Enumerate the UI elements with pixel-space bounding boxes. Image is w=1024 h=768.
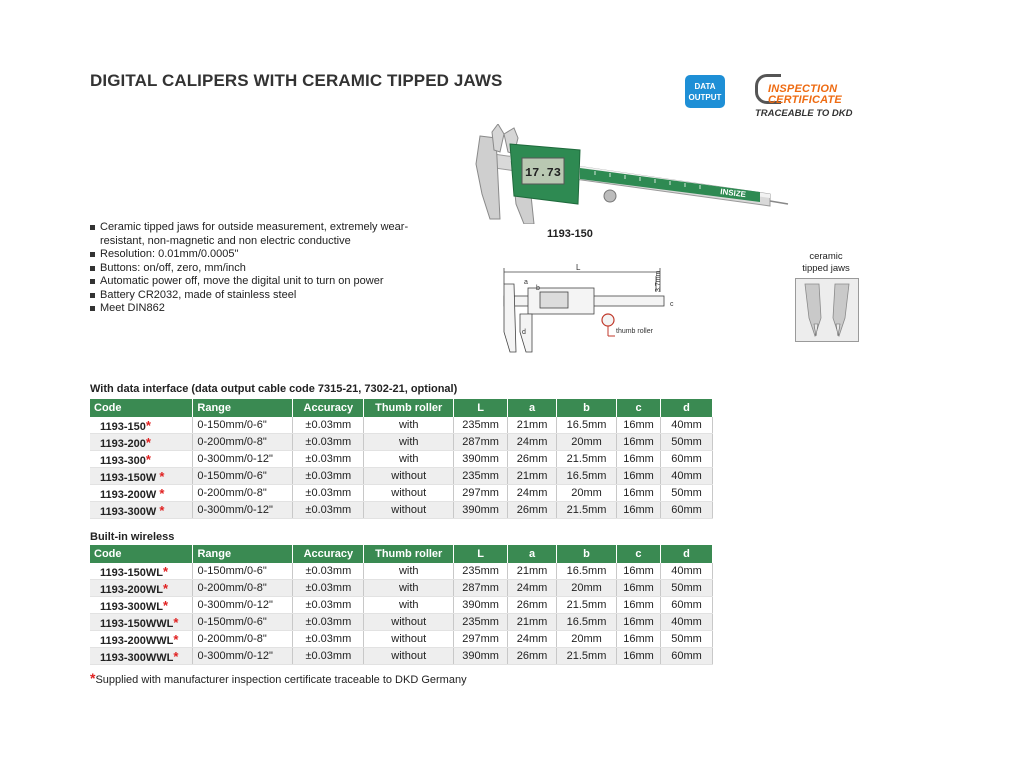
code-value: 1193-200W bbox=[100, 488, 157, 501]
table-cell: 60mm bbox=[661, 502, 713, 519]
table-cell: 287mm bbox=[454, 434, 508, 451]
table-cell: 235mm bbox=[454, 417, 508, 434]
thumb-roller-label: thumb roller bbox=[616, 328, 653, 335]
column-header: b bbox=[557, 399, 617, 417]
column-header: b bbox=[557, 545, 617, 563]
table-cell: 235mm bbox=[454, 468, 508, 485]
table-cell: with bbox=[364, 417, 454, 434]
table-cell: with bbox=[364, 563, 454, 580]
code-cell bbox=[90, 434, 193, 451]
table-header-row bbox=[90, 545, 713, 563]
table-cell: ±0.03mm bbox=[293, 451, 364, 468]
table-cell: 16.5mm bbox=[557, 614, 617, 631]
code-value: 1193-300WL bbox=[100, 600, 163, 613]
certificate-star: * bbox=[145, 434, 151, 450]
certificate-star: * bbox=[159, 485, 165, 501]
certificate-star: * bbox=[173, 648, 179, 664]
inspection-certificate-logo bbox=[755, 74, 865, 120]
table-cell: 390mm bbox=[454, 597, 508, 614]
table-cell: without bbox=[364, 631, 454, 648]
column-header: Thumb roller bbox=[364, 399, 454, 417]
table-cell: 235mm bbox=[454, 563, 508, 580]
product-model-label: 1193-150 bbox=[547, 228, 593, 240]
table-row bbox=[90, 451, 713, 468]
table-cell: 16mm bbox=[617, 631, 661, 648]
data-interface-table bbox=[90, 399, 713, 519]
code-value: 1193-150WL bbox=[100, 566, 163, 579]
diagram-thickness-label: 3.7mm bbox=[655, 270, 662, 292]
code-cell bbox=[90, 485, 193, 502]
code-value: 1193-150W bbox=[100, 471, 157, 484]
table-cell: 0-200mm/0-8" bbox=[193, 485, 293, 502]
table-cell: 50mm bbox=[661, 485, 713, 502]
diagram-label-a: a bbox=[524, 279, 528, 286]
feature-item: Resolution: 0.01mm/0.0005" bbox=[90, 248, 420, 262]
feature-list bbox=[90, 221, 420, 316]
table-cell: 0-300mm/0-12" bbox=[193, 648, 293, 665]
table-cell: 297mm bbox=[454, 631, 508, 648]
table-cell: 40mm bbox=[660, 563, 712, 580]
code-value: 1193-300WWL bbox=[100, 651, 174, 664]
table-cell: 0-200mm/0-8" bbox=[193, 631, 293, 648]
table-cell: 24mm bbox=[508, 434, 557, 451]
table-cell: without bbox=[364, 614, 454, 631]
table-cell: 390mm bbox=[454, 648, 508, 665]
table-cell: 20mm bbox=[557, 485, 617, 502]
table-cell: ±0.03mm bbox=[293, 434, 364, 451]
cert-subtitle: TRACEABLE TO DKD bbox=[755, 108, 853, 119]
diagram-label-c: c bbox=[670, 301, 674, 308]
table-cell: 20mm bbox=[557, 580, 617, 597]
column-header: a bbox=[508, 545, 557, 563]
column-header: d bbox=[661, 399, 713, 417]
diagram-label-L: L bbox=[576, 263, 581, 272]
table-cell: 21.5mm bbox=[557, 502, 617, 519]
table-cell: 60mm bbox=[660, 597, 712, 614]
table-cell: 0-150mm/0-6" bbox=[193, 614, 293, 631]
table-row bbox=[90, 485, 713, 502]
table-cell: 21.5mm bbox=[557, 648, 617, 665]
table-cell: 16.5mm bbox=[557, 417, 617, 434]
cert-line-1: INSPECTION bbox=[768, 83, 838, 95]
cert-line-2: CERTIFICATE bbox=[768, 94, 842, 106]
column-header: L bbox=[454, 399, 508, 417]
certificate-star: * bbox=[145, 417, 151, 433]
table-cell: 390mm bbox=[454, 451, 508, 468]
column-header: Range bbox=[193, 399, 293, 417]
page-title: DIGITAL CALIPERS WITH CERAMIC TIPPED JAWS bbox=[90, 71, 503, 90]
table-cell: 21mm bbox=[508, 563, 557, 580]
table-row bbox=[90, 580, 713, 597]
table-cell: 0-200mm/0-8" bbox=[193, 434, 293, 451]
table-cell: 40mm bbox=[661, 468, 713, 485]
ceramic-jaws-caption bbox=[795, 251, 857, 275]
table-cell: 16mm bbox=[617, 502, 661, 519]
code-cell bbox=[90, 502, 193, 519]
feature-item: Battery CR2032, made of stainless steel bbox=[90, 289, 420, 303]
table-cell: 0-300mm/0-12" bbox=[193, 502, 293, 519]
display-reading: 17.73 bbox=[524, 166, 562, 180]
code-value: 1193-150WWL bbox=[100, 617, 174, 630]
table-cell: 287mm bbox=[454, 580, 508, 597]
certificate-star: * bbox=[173, 614, 179, 630]
table-row bbox=[90, 614, 713, 631]
feature-item: Automatic power off, move the digital unit to turn on power bbox=[90, 275, 420, 289]
table-cell: 390mm bbox=[454, 502, 508, 519]
table-row bbox=[90, 417, 713, 434]
footnote bbox=[90, 670, 467, 686]
table-cell: 16mm bbox=[617, 563, 661, 580]
table-row bbox=[90, 597, 713, 614]
table-cell: with bbox=[364, 451, 454, 468]
ceramic-jaws-photo bbox=[795, 278, 859, 342]
certificate-star: * bbox=[159, 468, 165, 484]
table-cell: 20mm bbox=[557, 631, 617, 648]
certificate-star: * bbox=[145, 451, 151, 467]
table-cell: ±0.03mm bbox=[293, 631, 364, 648]
table-cell: 50mm bbox=[660, 580, 712, 597]
column-header: Accuracy bbox=[293, 399, 364, 417]
feature-item: Ceramic tipped jaws for outside measurement, extremely wear-resistant, non-magnetic and non electric conductive bbox=[90, 221, 420, 248]
code-cell bbox=[90, 631, 193, 648]
code-value: 1193-300 bbox=[100, 454, 146, 467]
feature-item: Buttons: on/off, zero, mm/inch bbox=[90, 262, 420, 276]
table-cell: 21mm bbox=[508, 614, 557, 631]
table-cell: 0-150mm/0-6" bbox=[193, 563, 293, 580]
table-cell: 26mm bbox=[508, 502, 557, 519]
table-cell: ±0.03mm bbox=[293, 502, 364, 519]
table-cell: 50mm bbox=[661, 434, 713, 451]
table-cell: 21mm bbox=[508, 417, 557, 434]
table-cell: 40mm bbox=[660, 614, 712, 631]
certificate-star: * bbox=[162, 597, 169, 613]
code-value: 1193-300W bbox=[100, 505, 157, 518]
footnote-star: * bbox=[90, 670, 96, 686]
column-header: c bbox=[617, 399, 661, 417]
table-cell: 24mm bbox=[508, 580, 557, 597]
code-value: 1193-150 bbox=[100, 420, 146, 433]
column-header: Thumb roller bbox=[364, 545, 454, 563]
table-cell: 26mm bbox=[508, 648, 557, 665]
table-cell: 50mm bbox=[660, 631, 712, 648]
table-row bbox=[90, 434, 713, 451]
table-cell: 40mm bbox=[661, 417, 713, 434]
table-cell: 16mm bbox=[617, 468, 661, 485]
table-cell: 16mm bbox=[617, 485, 661, 502]
column-header: c bbox=[617, 545, 661, 563]
column-header: Code bbox=[90, 399, 193, 417]
table-cell: 26mm bbox=[508, 451, 557, 468]
code-cell bbox=[90, 451, 193, 468]
code-value: 1193-200 bbox=[100, 437, 146, 450]
certificate-star: * bbox=[159, 502, 165, 518]
caliper-photo bbox=[470, 124, 790, 224]
table-cell: ±0.03mm bbox=[293, 597, 364, 614]
jaws-caption-line-2: tipped jaws bbox=[802, 263, 850, 274]
table-cell: 16mm bbox=[617, 597, 661, 614]
table-row bbox=[90, 563, 713, 580]
table-cell: 21mm bbox=[508, 468, 557, 485]
table-cell: ±0.03mm bbox=[293, 614, 364, 631]
table-row bbox=[90, 502, 713, 519]
table-cell: 26mm bbox=[508, 597, 557, 614]
table-cell: ±0.03mm bbox=[293, 580, 364, 597]
column-header: Range bbox=[193, 545, 293, 563]
table-cell: ±0.03mm bbox=[293, 417, 364, 434]
table-cell: 16.5mm bbox=[557, 468, 617, 485]
table-cell: 20mm bbox=[557, 434, 617, 451]
table-cell: 0-200mm/0-8" bbox=[193, 580, 293, 597]
footnote-text: Supplied with manufacturer inspection certificate traceable to DKD Germany bbox=[95, 674, 467, 686]
certificate-star: * bbox=[162, 563, 169, 579]
data-output-badge bbox=[685, 75, 725, 108]
brand-label: INSIZE bbox=[719, 187, 747, 200]
table-row bbox=[90, 631, 713, 648]
diagram-label-b: b bbox=[536, 285, 540, 292]
code-value: 1193-200WWL bbox=[100, 634, 174, 647]
badge-line-1: DATA bbox=[694, 81, 716, 91]
table-cell: 16mm bbox=[617, 580, 661, 597]
table-header-row bbox=[90, 399, 713, 417]
code-cell bbox=[90, 417, 193, 434]
table-cell: 0-150mm/0-6" bbox=[193, 468, 293, 485]
code-cell bbox=[90, 597, 193, 614]
table-cell: 60mm bbox=[660, 648, 712, 665]
table-cell: 0-150mm/0-6" bbox=[193, 417, 293, 434]
feature-item: Meet DIN862 bbox=[90, 302, 420, 316]
code-cell bbox=[90, 580, 193, 597]
table-cell: ±0.03mm bbox=[293, 468, 364, 485]
table-cell: 16mm bbox=[617, 417, 661, 434]
table-cell: 235mm bbox=[454, 614, 508, 631]
table-cell: without bbox=[364, 648, 454, 665]
diagram-label-d: d bbox=[522, 329, 526, 336]
certificate-star: * bbox=[173, 631, 179, 647]
table-cell: ±0.03mm bbox=[293, 485, 364, 502]
table-cell: 16.5mm bbox=[557, 563, 617, 580]
table-cell: 60mm bbox=[661, 451, 713, 468]
table-cell: with bbox=[364, 597, 454, 614]
column-header: L bbox=[454, 545, 508, 563]
table-cell: without bbox=[364, 502, 454, 519]
table-cell: 297mm bbox=[454, 485, 508, 502]
table-row bbox=[90, 468, 713, 485]
table-cell: ±0.03mm bbox=[293, 563, 364, 580]
table-cell: 16mm bbox=[617, 614, 661, 631]
table1-title: With data interface (data output cable code 7315-21, 7302-21, optional) bbox=[90, 383, 458, 395]
table-cell: 24mm bbox=[508, 485, 557, 502]
certificate-star: * bbox=[162, 580, 169, 596]
table-cell: 16mm bbox=[617, 434, 661, 451]
table-cell: without bbox=[364, 485, 454, 502]
table-cell: ±0.03mm bbox=[293, 648, 364, 665]
table-cell: with bbox=[364, 434, 454, 451]
code-cell bbox=[90, 563, 193, 580]
table-cell: 0-300mm/0-12" bbox=[193, 451, 293, 468]
jaws-caption-line-1: ceramic bbox=[809, 251, 843, 262]
code-value: 1193-200WL bbox=[100, 583, 163, 596]
code-cell bbox=[90, 468, 193, 485]
table-cell: 16mm bbox=[617, 451, 661, 468]
code-cell bbox=[90, 614, 193, 631]
table-cell: 21.5mm bbox=[557, 597, 617, 614]
table-cell: without bbox=[364, 468, 454, 485]
table-cell: 0-300mm/0-12" bbox=[193, 597, 293, 614]
table-cell: 16mm bbox=[617, 648, 661, 665]
table2-title: Built-in wireless bbox=[90, 531, 175, 543]
table-cell: 24mm bbox=[508, 631, 557, 648]
table-row bbox=[90, 648, 713, 665]
badge-line-2: OUTPUT bbox=[688, 92, 722, 102]
column-header: d bbox=[660, 545, 712, 563]
column-header: a bbox=[508, 399, 557, 417]
code-cell bbox=[90, 648, 193, 665]
column-header: Accuracy bbox=[293, 545, 364, 563]
column-header: Code bbox=[90, 545, 193, 563]
table-cell: with bbox=[364, 580, 454, 597]
dimension-diagram bbox=[490, 262, 680, 357]
table-cell: 21.5mm bbox=[557, 451, 617, 468]
built-in-wireless-table bbox=[90, 545, 713, 665]
